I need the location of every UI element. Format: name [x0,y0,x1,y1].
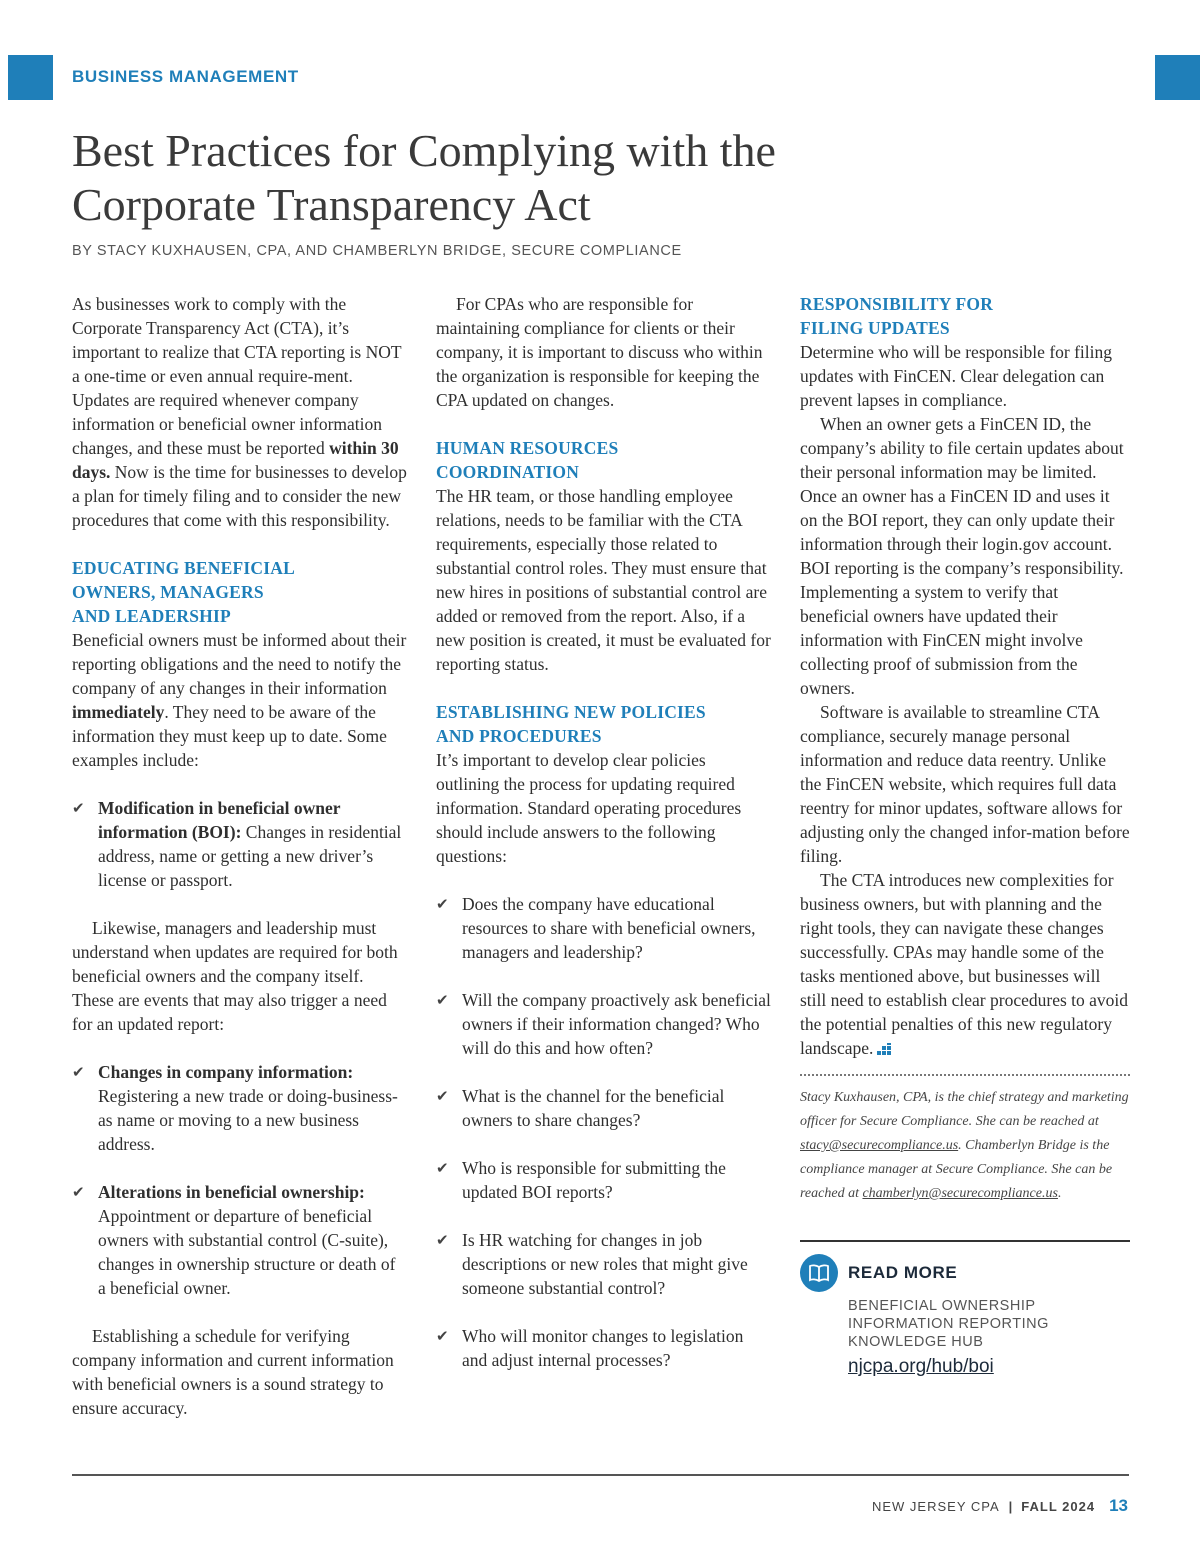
question-item: ✔ Will the company proactively ask beneficial owners if their information changed? Who will do this and how often? [436,990,771,1058]
publication-name: NEW JERSEY CPA [871,1499,1000,1514]
checkmark-icon: ✔ [436,1231,449,1249]
checkmark-icon: ✔ [72,1183,85,1201]
email-link-chamberlyn[interactable]: chamberlyn@securecompliance.us [862,1186,1058,1201]
column-1 [72,292,407,1420]
email-link-stacy[interactable]: stacy@securecompliance.us [800,1138,959,1153]
book-icon [800,1254,838,1292]
author-bio: Stacy Kuxhausen, CPA, is the chief strategy and marketing officer for Secure Compliance. She can be reached at stacy@securecompliance.us. Chamberlyn Bridge is the compliance manager at Secure Compliance. She can be reached at chamberlyn@securecompliance.us. [800,1090,1129,1201]
bullet-ownership-alterations: ✔ Alterations in beneficial ownership: Appointment or departure of beneficial owners with substantial control (C-suite), changes in ownership structure or death of a beneficial owner. [72,1182,396,1298]
heading-responsibility: RESPONSIBILITY FOR FILING UPDATES [800,294,994,338]
policies-paragraph: It’s important to develop clear policies outlining the process for updating required information. Standard operating procedures should include answers to the following questions: [436,750,742,866]
question-item: ✔ Who will monitor changes to legislation and adjust internal processes? [436,1326,744,1370]
question-item: ✔ Is HR watching for changes in job descriptions or new roles that might give someone substantial control? [436,1230,748,1298]
column-3 [800,292,1130,1379]
read-more-description: BENEFICIAL OWNERSHIP INFORMATION REPORTING KNOWLEDGE HUB [848,1298,1049,1350]
conclusion-paragraph: The CTA introduces new complexities for business owners, but with planning and the right tools, they can navigate these changes successfully. CPAs may handle some of the tasks mentioned above, but businesses will still need to establish clear procedures to avoid the potential penalties of this new regulatory landscape. [800,870,1129,1058]
column-2 [436,292,771,1372]
left-edge-tab [8,55,53,100]
cpa-paragraph: For CPAs who are responsible for maintaining compliance for clients or their company, it is important to discuss who within the organization is responsible for keeping the CPA updated on changes. [436,294,763,410]
educating-paragraph: Beneficial owners must be informed about their reporting obligations and the need to notify the company of any changes in their information immediately. They need to be aware of the information they must keep up to date. Some examples include: [72,630,407,770]
intro-emphasis: within 30 days. [72,438,399,482]
heading-hr: HUMAN RESOURCES COORDINATION [436,438,619,482]
title-line-2: Corporate Transparency Act [72,179,591,230]
checkmark-icon: ✔ [436,895,449,913]
byline: BY STACY KUXHAUSEN, CPA, AND CHAMBERLYN BRIDGE, SECURE COMPLIANCE [72,243,682,259]
right-edge-tab [1155,55,1200,100]
checkmark-icon: ✔ [436,991,449,1009]
read-more-divider [800,1240,1130,1242]
managers-paragraph: Likewise, managers and leadership must understand when updates are required for both beneficial owners and the company itself. These are events that may also trigger a need for an updated report: [72,918,398,1034]
checkmark-icon: ✔ [436,1087,449,1105]
bio-divider [800,1074,1130,1076]
bullet-company-info: ✔ Changes in company information: Registering a new trade or doing-business-as name or moving to a new business address. [72,1062,398,1154]
checkmark-icon: ✔ [72,799,85,817]
page-number: 13 [1109,1496,1128,1515]
question-item: ✔ What is the channel for the beneficial owners to share changes? [436,1086,725,1130]
hr-paragraph: The HR team, or those handling employee relations, needs to be familiar with the CTA requirements, especially those related to substantial control roles. They must ensure that new hires in positions of substantial control are added or removed from the report. Also, if a new position is created, it must be evaluated for reporting status. [436,486,771,674]
checkmark-icon: ✔ [72,1063,85,1081]
intro-paragraph: As businesses work to comply with the Corporate Transparency Act (CTA), it’s important to realize that CTA reporting is NOT a one-time or even annual require-ment. Updates are required whenever company information or beneficial owner information changes, and these must be reported within 30 days. Now is the time for businesses to develop a plan for timely filing and to consider the new procedures that come with this responsibility. [72,294,407,530]
issue-label: FALL 2024 [1021,1499,1096,1514]
delegation-paragraph: Determine who will be responsible for filing updates with FinCEN. Clear delegation can prevent lapses in compliance. [800,342,1113,410]
section-label: BUSINESS MANAGEMENT [72,67,299,86]
heading-policies: ESTABLISHING NEW POLICIES AND PROCEDURES [436,702,706,746]
read-more-box [800,1254,1130,1379]
schedule-paragraph: Establishing a schedule for verifying company information and current information with beneficial owners is a sound strategy to ensure accuracy. [72,1326,394,1418]
end-of-article-icon [877,1043,891,1057]
checkmark-icon: ✔ [436,1159,449,1177]
read-more-link[interactable]: njcpa.org/hub/boi [848,1356,994,1377]
article-title [72,124,972,232]
heading-educating: EDUCATING BENEFICIAL OWNERS, MANAGERS AND LEADERSHIP [72,558,295,626]
bullet-boi-modification: ✔ Modification in beneficial owner information (BOI): Changes in residential address, name or getting a new driver’s license or passport. [72,798,402,890]
read-more-label: READ MORE [848,1263,958,1282]
footer-divider [72,1474,1129,1476]
fincen-id-paragraph: When an owner gets a FinCEN ID, the company’s ability to file certain updates about their personal information may be limited. Once an owner has a FinCEN ID and uses it on the BOI report, they can only update their information through their login.gov account. BOI reporting is the company’s responsibility. Implementing a system to verify that beneficial owners have updated their information with FinCEN might involve collecting proof of submission from the owners. [800,414,1124,698]
checkmark-icon: ✔ [436,1327,449,1345]
page-footer [872,1496,1128,1516]
title-line-1: Best Practices for Complying with the [72,125,776,176]
software-paragraph: Software is available to streamline CTA compliance, securely manage personal information and reduce data reentry. Unlike the FinCEN website, which requires full data reentry for minor updates, software allows for adjusting only the changed infor-mation before filing. [800,702,1130,866]
immediately-emphasis: immediately [72,702,165,722]
footer-separator: | [1008,1499,1013,1514]
question-item: ✔ Does the company have educational resources to share with beneficial owners, managers and leadership? [436,894,756,962]
question-item: ✔ Who is responsible for submitting the updated BOI reports? [436,1158,726,1202]
